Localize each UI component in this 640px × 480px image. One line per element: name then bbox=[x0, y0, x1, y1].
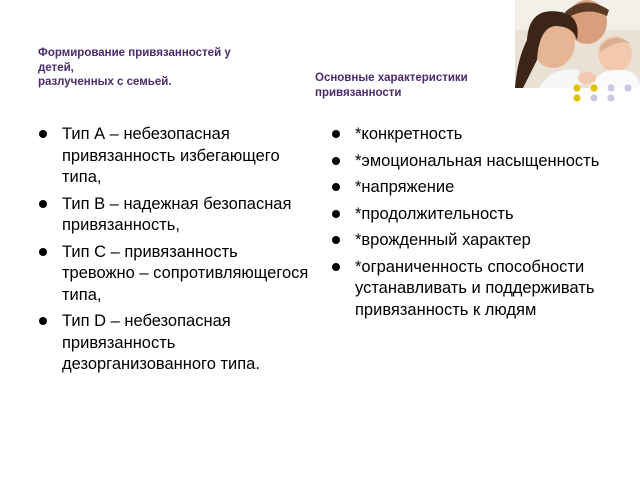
list-item-text: Тип А – небезопасная привязанность избегающего типа, bbox=[62, 125, 280, 186]
right-heading-line: привязанности bbox=[315, 86, 402, 99]
list-item-text: *напряжение bbox=[355, 178, 455, 196]
list-item bbox=[329, 257, 629, 322]
bullet-icon bbox=[332, 210, 340, 218]
bullet-icon bbox=[332, 263, 340, 271]
bullet-icon bbox=[39, 317, 47, 325]
list-item-text: *эмоциональная насыщенность bbox=[355, 151, 600, 170]
list-item-text: *продолжительность bbox=[355, 204, 514, 223]
list-item bbox=[329, 204, 629, 226]
left-heading-line: детей, bbox=[38, 61, 74, 74]
right-heading-line: Основные характеристики bbox=[315, 72, 468, 84]
list-item-text: Тип В – надежная безопасная привязанность, bbox=[62, 194, 292, 234]
list-item bbox=[329, 177, 629, 199]
list-item bbox=[36, 311, 311, 376]
list-item-text: *ограниченность способности устанавливать и поддерживать привязанность к людям bbox=[355, 257, 595, 319]
list-item bbox=[329, 151, 629, 173]
list-item-text: *конкретность bbox=[355, 125, 463, 143]
list-item-text: Тип D – небезопасная привязанность дезорганизованного типа. bbox=[62, 312, 260, 373]
right-heading bbox=[315, 71, 515, 100]
list-item bbox=[329, 230, 629, 252]
list-item-text: Тип С – привязанность тревожно – сопротивляющегося типа, bbox=[62, 242, 309, 304]
bullet-icon bbox=[39, 130, 47, 138]
left-heading-line: разлученных с семьей. bbox=[38, 76, 172, 88]
list-item bbox=[36, 242, 311, 307]
left-heading bbox=[38, 46, 298, 90]
bullet-icon bbox=[332, 157, 340, 165]
attachment-characteristics-list bbox=[329, 124, 629, 326]
list-item bbox=[329, 124, 629, 146]
bullet-icon bbox=[39, 200, 47, 208]
attachment-types-list bbox=[36, 124, 311, 381]
family-photo bbox=[515, 0, 640, 88]
bullet-icon bbox=[332, 183, 340, 191]
bullet-icon bbox=[332, 236, 340, 244]
bullet-icon bbox=[332, 130, 340, 138]
list-item bbox=[36, 124, 311, 189]
left-heading-line: Формирование привязанностей у bbox=[38, 47, 231, 59]
list-item bbox=[36, 194, 311, 237]
bullet-icon bbox=[39, 248, 47, 256]
list-item-text: *врожденный характер bbox=[355, 231, 531, 249]
decorative-dots bbox=[570, 84, 640, 108]
